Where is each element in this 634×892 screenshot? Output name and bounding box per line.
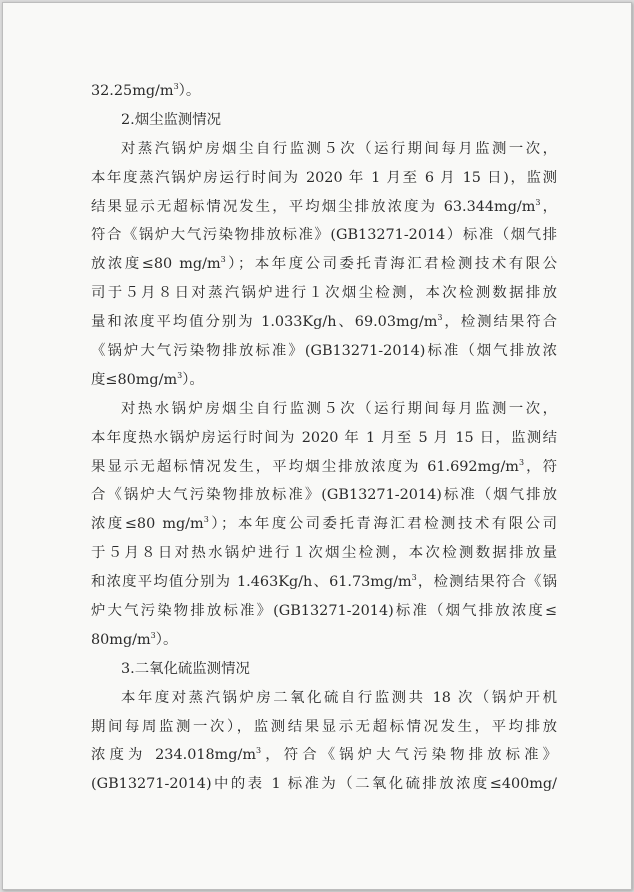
- text-segment: 期间每周监测一次），监测结果显示无超标情况发生，平均排放: [91, 718, 557, 735]
- text-line: [91, 193, 557, 222]
- text-segment: 32.25mg/m: [91, 83, 174, 99]
- text-segment: 于５月８日对热水锅炉进行１次烟尘检测，本次检测数据排放量: [91, 545, 557, 562]
- text-line: [91, 684, 557, 713]
- text-line: [91, 250, 557, 279]
- text-segment: (GB13271-2014)中的表 1 标准为（二氧化硫排放浓度≤400mg/: [91, 776, 557, 793]
- text-segment: 本年度蒸汽锅炉房运行时间为 2020 年 1 月至 6 月 15 日)，监测: [91, 169, 557, 186]
- text-segment: 放浓度≤80 mg/m: [91, 256, 221, 273]
- text-segment: 符合《锅炉大气污染物排放标准》(GB13271-2014）标准（烟气排: [91, 227, 557, 244]
- text-segment: 80mg/m: [91, 631, 151, 648]
- text-line: [91, 539, 557, 568]
- superscript: 3: [173, 82, 179, 91]
- text-segment: 量和浓度平均值分别为 1.033Kg/h、69.03mg/m: [91, 314, 438, 331]
- text-line: [91, 135, 557, 164]
- text-line: [91, 337, 557, 366]
- text-line: [91, 655, 557, 684]
- text-line: [91, 221, 557, 250]
- text-segment: 司于５月８日对蒸汽锅炉进行１次烟尘检测，本次检测数据排放: [91, 285, 557, 302]
- superscript: 3: [177, 370, 183, 380]
- text-segment: 浓度≤80 mg/m: [91, 516, 204, 533]
- text-segment: ，符合《锅炉大气污染物排放标准》: [261, 747, 557, 764]
- text-line: [91, 713, 557, 742]
- superscript: 3: [256, 746, 262, 756]
- text-line: [91, 597, 557, 626]
- text-segment: ，: [540, 198, 557, 215]
- document-body: [91, 77, 557, 799]
- text-segment: ）。: [178, 83, 201, 99]
- text-line: [91, 510, 557, 539]
- text-segment: ，符: [524, 458, 557, 475]
- text-line: [91, 279, 557, 308]
- text-segment: 《锅炉大气污染物排放标准》(GB13271-2014)标准（烟气排放浓: [91, 343, 557, 360]
- text-line: [91, 164, 557, 193]
- text-segment: ）。: [182, 371, 204, 388]
- superscript: 3: [411, 573, 417, 583]
- text-segment: 对热水锅炉房烟尘自行监测５次（运行期间每月监测一次，: [121, 400, 557, 417]
- text-segment: ，检测结果符合: [442, 314, 557, 331]
- text-line: [91, 453, 557, 482]
- text-line: [91, 395, 557, 424]
- text-line: [91, 424, 557, 453]
- text-segment: 浓度为 234.018mg/m: [91, 747, 257, 764]
- text-line: [91, 77, 557, 106]
- text-segment: 对蒸汽锅炉房烟尘自行监测５次（运行期间每月监测一次，: [121, 140, 557, 157]
- text-segment: 结果显示无超标情况发生，平均烟尘排放浓度为 63.344mg/m: [91, 198, 536, 215]
- text-segment: 炉大气污染物排放标准》(GB13271-2014)标准（烟气排放浓度≤: [91, 603, 557, 620]
- text-segment: ，检测结果符合《锅: [416, 574, 557, 591]
- text-line: [91, 741, 557, 770]
- text-segment: 和浓度平均值分别为 1.463Kg/h、61.73mg/m: [91, 574, 412, 591]
- text-segment: ）；本年度公司委托青海汇君检测技术有限公: [225, 256, 557, 273]
- text-line: [91, 308, 557, 337]
- text-line: [91, 481, 557, 510]
- superscript: 3: [518, 457, 525, 467]
- text-line: [91, 770, 557, 799]
- text-segment: 本年度对蒸汽锅炉房二氧化硫自行监测共 18 次（锅炉开机: [121, 689, 557, 706]
- text-line: [91, 626, 557, 655]
- text-segment: 2.烟尘监测情况: [121, 111, 222, 128]
- superscript: 3: [437, 313, 443, 323]
- superscript: 3: [150, 630, 156, 640]
- text-line: [91, 106, 557, 135]
- text-segment: ）；本年度公司委托青海汇君检测技术有限公司: [208, 516, 557, 533]
- text-segment: ）。: [155, 631, 178, 648]
- document-page: [2, 2, 632, 890]
- text-segment: 3.二氧化硫监测情况: [121, 660, 250, 677]
- superscript: 3: [203, 515, 209, 525]
- text-segment: 本年度热水锅炉房运行时间为 2020 年 1 月至 5 月 15 日，监测结: [91, 429, 557, 446]
- text-segment: 果显示无超标情况发生，平均烟尘排放浓度为 61.692mg/m: [91, 458, 519, 475]
- text-line: [91, 568, 557, 597]
- text-line: [91, 366, 557, 395]
- superscript: 3: [220, 255, 226, 265]
- text-segment: 度≤80mg/m: [91, 371, 178, 388]
- text-segment: 合《锅炉大气污染物排放标准》(GB13271-2014)标准（烟气排放: [91, 487, 557, 504]
- superscript: 3: [535, 197, 541, 207]
